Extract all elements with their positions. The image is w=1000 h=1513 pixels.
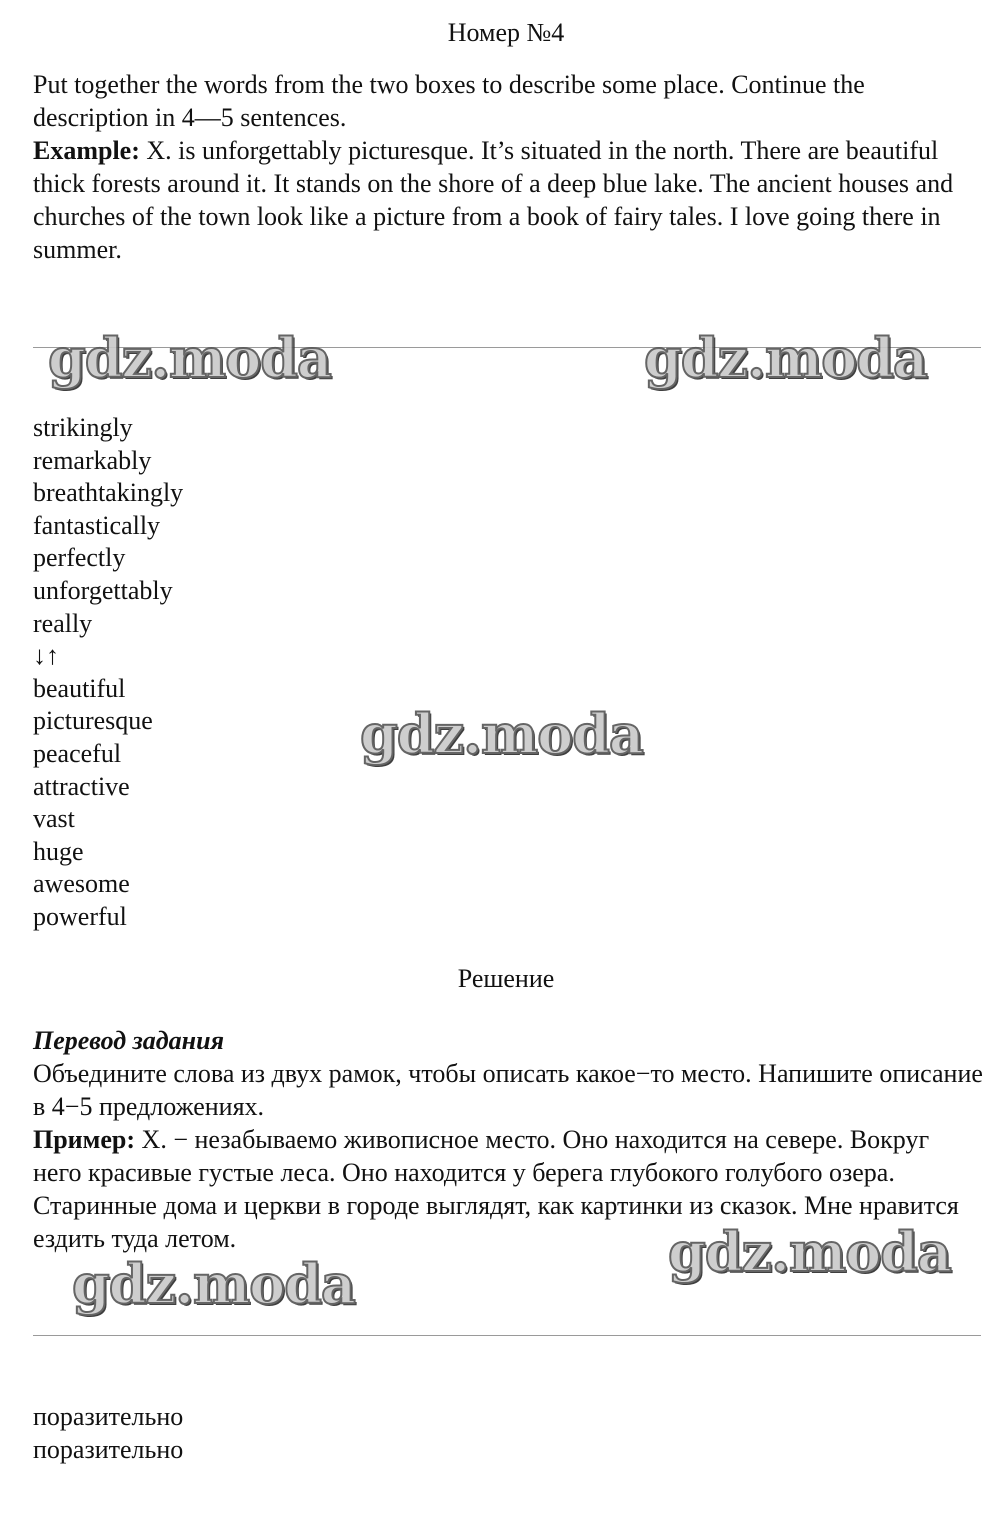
solution-heading: Решение [457, 964, 555, 993]
translation-text: Объедините слова из двух рамок, чтобы описать какое−то место. Напишите описание в 4−5 предложениях. [33, 1059, 983, 1121]
list-item: attractive [33, 771, 130, 801]
list-item: picturesque [33, 706, 153, 736]
watermark-logo: gdz.moda [360, 702, 643, 766]
watermark-logo: gdz.moda [644, 326, 927, 390]
watermark-logo: gdz.moda [48, 326, 331, 390]
watermark-logo: gdz.moda [668, 1220, 951, 1284]
list-item: vast [33, 804, 75, 834]
list-item: awesome [33, 869, 130, 899]
list-item: breathtakingly [33, 478, 184, 508]
word-list [33, 412, 183, 934]
list-item: powerful [33, 901, 127, 931]
list-item: fantastically [33, 510, 161, 540]
example-label: Example: [33, 136, 140, 165]
task-block [33, 68, 978, 266]
list-item: really [33, 608, 93, 638]
task-example [33, 134, 978, 266]
page-title: Номер №4 [447, 18, 565, 47]
translation-example-text: Х. − незабываемо живописное место. Оно находится на севере. Вокруг него красивые густые леса. Оно находится у берега глубокого голубого озера. Старинные дома и церкви в городе выглядят, как картинки из сказок. Мне нравится ездить туда летом. [33, 1125, 959, 1253]
list-item: perfectly [33, 543, 126, 573]
divider-bottom [33, 1335, 981, 1336]
list-item: peaceful [33, 738, 122, 768]
list-item: remarkably [33, 445, 152, 475]
list-item: huge [33, 836, 84, 866]
translation-example-label: Пример: [33, 1125, 136, 1154]
watermark-logo: gdz.moda [72, 1252, 355, 1316]
list-item: beautiful [33, 673, 126, 703]
list-item: unforgettably [33, 575, 173, 605]
list-item: strikingly [33, 413, 133, 442]
example-text: X. is unforgettably picturesque. It’s situated in the north. There are beautiful thick forests around it. It stands on the shore of a deep blue lake. The ancient houses and churches of the town look like a picture from a book of fairy tales. I love going there in summer. [33, 136, 954, 264]
translation-title: Перевод задания [33, 1026, 224, 1055]
task-instruction: Put together the words from the two boxes to describe some place. Continue the description in 4—5 sentences. [33, 70, 865, 132]
answer-item: поразительно [33, 1402, 184, 1431]
arrows-separator: ↓↑ [33, 641, 59, 671]
answer-item: поразительно [33, 1435, 184, 1464]
answer-list [33, 1400, 183, 1466]
